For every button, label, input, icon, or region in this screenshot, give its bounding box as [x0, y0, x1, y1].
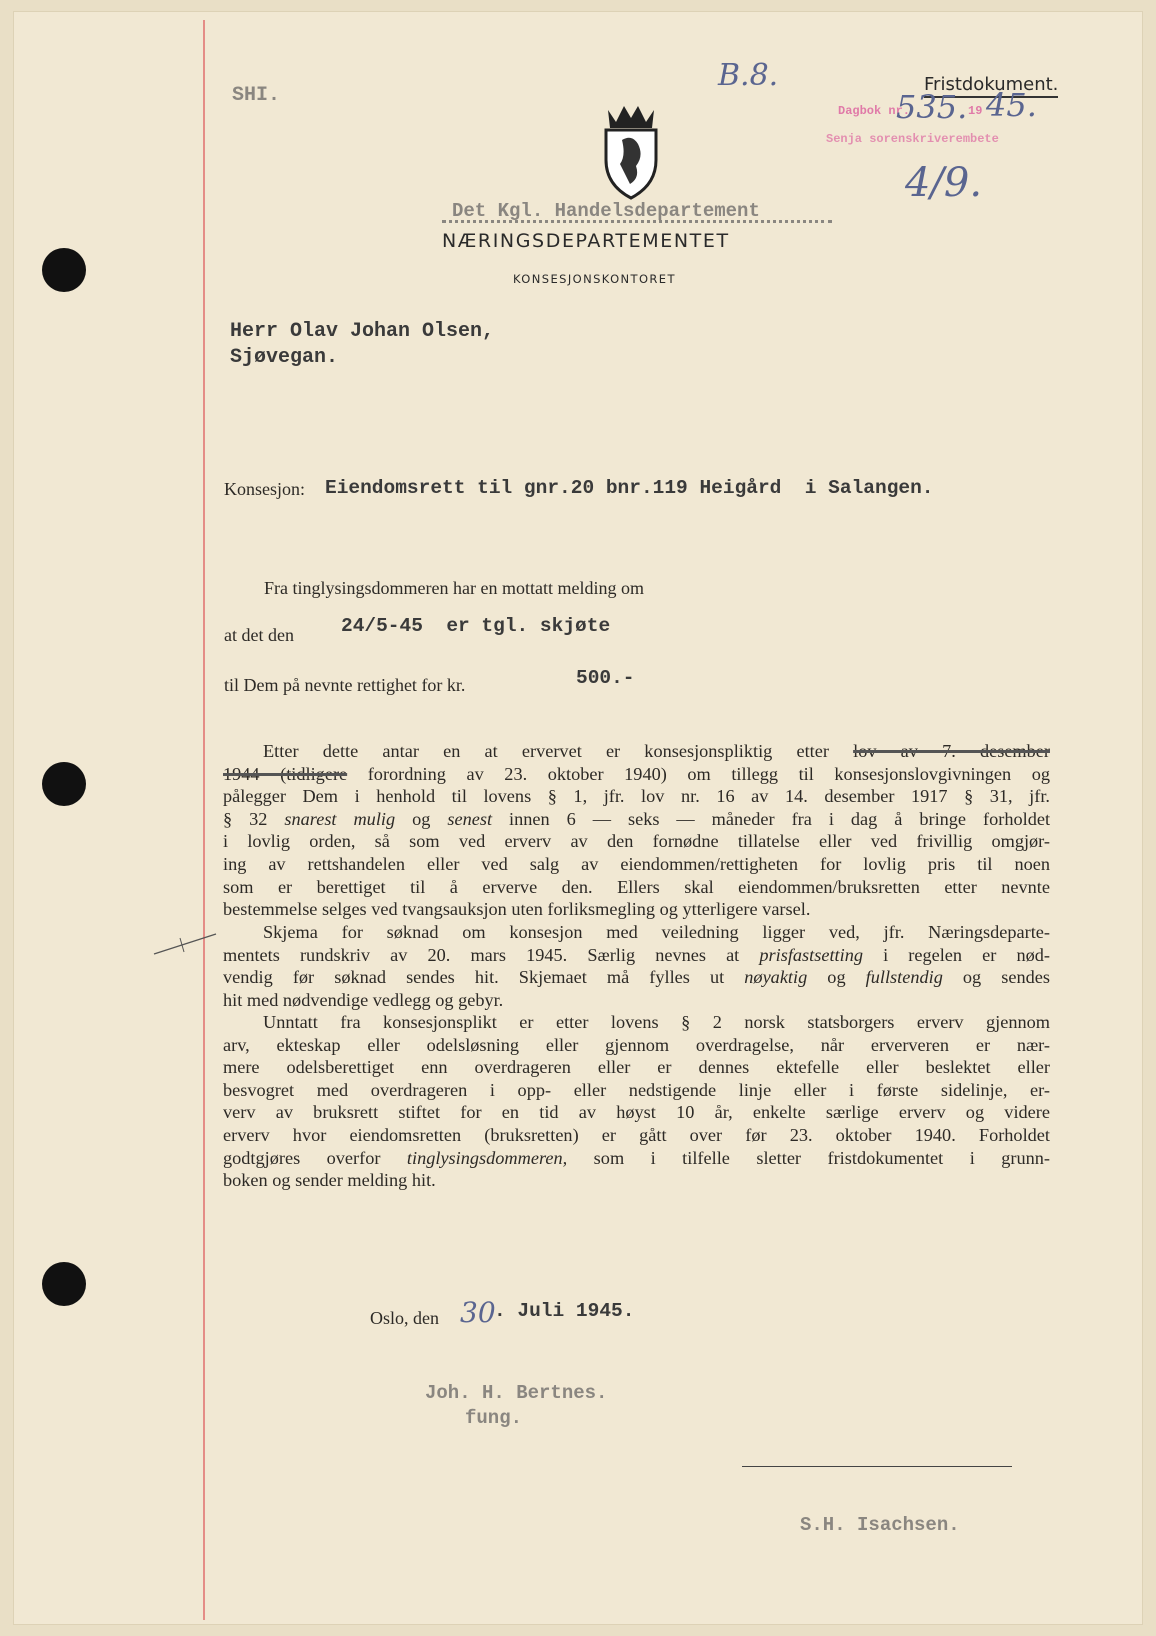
journal-year-label: 19 — [968, 104, 983, 118]
emphasized-text: prisfastsetting — [759, 944, 863, 965]
emphasized-text: fullstendig — [865, 967, 943, 988]
office-name: KONSESJONSKONTORET — [513, 272, 676, 286]
document-type-label: Fristdokument. — [924, 74, 1058, 98]
journal-number: 535. — [896, 88, 968, 126]
text-segment: boken og sender melding hit. — [223, 1170, 436, 1191]
concession-value: Eiendomsrett til gnr.20 bnr.119 Heigård i Salangen. — [325, 477, 934, 499]
registration-date: 24/5-45 er tgl. skjøte — [341, 615, 611, 637]
text-segment: besvogret med overdrageren i opp- eller nedstigende linje eller i første sidelinje, er- — [223, 1079, 1050, 1100]
text-segment: pålegger Dem i henhold til lovens § 1, jfr. lov nr. 16 av 14. desember 1917 § 31, jfr. — [223, 786, 1050, 807]
place-label: Oslo, den — [370, 1308, 439, 1328]
text-segment: ing av rettshandelen eller ved salg av eiendommen/rettigheten for lovlig pris til noen — [223, 853, 1050, 874]
countersignatory-name: S.H. Isachsen. — [800, 1514, 960, 1536]
text-line — [223, 808, 1050, 831]
text-segment: § 32 — [223, 808, 285, 829]
court-office-stamp: Senja sorenskriverembete — [826, 132, 999, 146]
text-segment: godtgjøres overfor — [223, 1147, 407, 1168]
text-line — [223, 944, 1050, 967]
text-line — [223, 1056, 1050, 1079]
recipient-name: Herr Olav Johan Olsen, — [230, 320, 495, 343]
text-line — [223, 1169, 1050, 1192]
text-line — [223, 763, 1050, 786]
text-segment: hit med nødvendige vedlegg og gebyr. — [223, 989, 504, 1010]
department-name: NÆRINGSDEPARTEMENTET — [442, 230, 730, 252]
text-segment: arv, ekteskap eller odelsløsning eller gjennom overdragelse, når erververen er nær- — [223, 1034, 1050, 1055]
text-segment: og — [807, 967, 866, 988]
text-line — [223, 966, 1050, 989]
punch-hole — [42, 1262, 86, 1306]
text-segment: erverv hvor eiendomsretten (bruksretten) er gått over før 23. oktober 1940. Forholdet — [223, 1124, 1050, 1145]
signature-line — [742, 1466, 1012, 1467]
date-label: at det den — [224, 625, 294, 645]
text-segment: Unntatt fra konsesjonsplikt er etter lovens § 2 norsk statsborgers erverv gjennom — [263, 1012, 1050, 1032]
signatory-name: Joh. H. Bertnes. — [425, 1382, 608, 1404]
signatory-title: fung. — [465, 1407, 523, 1429]
text-line — [223, 876, 1050, 899]
text-segment: mentets rundskriv av 20. mars 1945. Særlig nevnes at — [223, 944, 760, 965]
red-margin-line — [203, 20, 205, 1620]
old-department-name: Det Kgl. Handelsdepartement — [452, 200, 760, 222]
text-line — [223, 853, 1050, 876]
text-segment: mere odelsberettiget enn overdrageren eller er dennes ektefelle eller beslektet eller — [223, 1057, 1050, 1078]
emphasized-text: snarest mulig — [284, 808, 396, 829]
text-line — [223, 740, 1050, 763]
handwritten-reference: B.8. — [718, 58, 779, 93]
paragraph-application-form — [223, 921, 1050, 1011]
emphasized-text: senest — [447, 808, 493, 829]
handwritten-day: 30 — [460, 1296, 496, 1329]
punch-hole — [42, 762, 86, 806]
text-segment: i lovlig orden, så som ved erverv av den fornødne tillatelse eller ved frivillig omgjør- — [223, 831, 1050, 852]
text-segment: bestemmelse selges ved tvangsauksjon uten forliksmegling og ytterligere varsel. — [223, 899, 811, 920]
text-line — [223, 921, 1050, 944]
text-line — [223, 989, 1050, 1012]
journal-year: 45. — [986, 86, 1037, 124]
emphasized-text: nøyaktig — [744, 967, 808, 988]
text-line — [223, 785, 1050, 808]
text-line — [223, 830, 1050, 853]
struck-text: lov av 7. desember — [853, 741, 1050, 761]
coat-of-arms-icon — [600, 100, 662, 200]
text-segment: og — [395, 808, 448, 829]
struck-text: 1944 (tidligere — [223, 763, 348, 784]
text-line — [223, 898, 1050, 921]
paragraph-exemptions — [223, 1011, 1050, 1192]
recipient-place: Sjøvegan. — [230, 346, 339, 369]
text-line — [223, 1034, 1050, 1057]
paragraph-obligation — [223, 740, 1050, 921]
amount-label: til Dem på nevnte rettighet for kr. — [224, 675, 466, 695]
text-segment: vendig før søknad sendes hit. Skjemaet må fylles ut — [223, 967, 745, 988]
concession-label: Konsesjon: — [224, 479, 305, 499]
date-month-year: . Juli 1945. — [494, 1300, 635, 1322]
text-line — [223, 1011, 1050, 1034]
reference-code: SHI. — [232, 84, 281, 107]
text-segment: og sendes — [942, 967, 1050, 988]
punch-hole — [42, 248, 86, 292]
handwritten-date-note: 4/9. — [905, 160, 983, 206]
text-segment: som i tilfelle sletter fristdokumentet i grunn- — [567, 1147, 1051, 1168]
text-segment: som er berettiget til å erverve den. Ellers skal eiendommen/bruksretten etter nevnte — [223, 876, 1050, 897]
text-segment: Etter dette antar en at ervervet er konsesjonspliktig etter — [263, 741, 854, 761]
text-segment: verv av bruksrett stiftet for en tid av høyst 10 år, enkelte særlige erverv og videre — [223, 1102, 1050, 1123]
strike-through — [442, 220, 832, 223]
text-segment: Skjema for søknad om konsesjon med veiledning ligger ved, jfr. Næringsdeparte- — [263, 922, 1050, 942]
text-segment: forordning av 23. oktober 1940) om tillegg til konsesjonslovgivningen og — [347, 763, 1050, 784]
text-segment: i regelen er nød- — [862, 944, 1050, 965]
text-segment: innen 6 — seks — måneder fra i dag å bringe forholdet — [492, 808, 1051, 829]
pencil-mark — [150, 930, 220, 960]
text-line — [223, 1147, 1050, 1170]
journal-stamp-label: Dagbok nr. — [838, 104, 911, 118]
amount-value: 500.- — [576, 667, 635, 689]
text-line — [223, 1079, 1050, 1102]
text-line — [223, 1124, 1050, 1147]
emphasized-text: tinglysingsdommeren, — [406, 1147, 568, 1168]
notice-intro: Fra tinglysingsdommeren har en mottatt melding om — [264, 578, 644, 598]
text-line — [223, 1101, 1050, 1124]
